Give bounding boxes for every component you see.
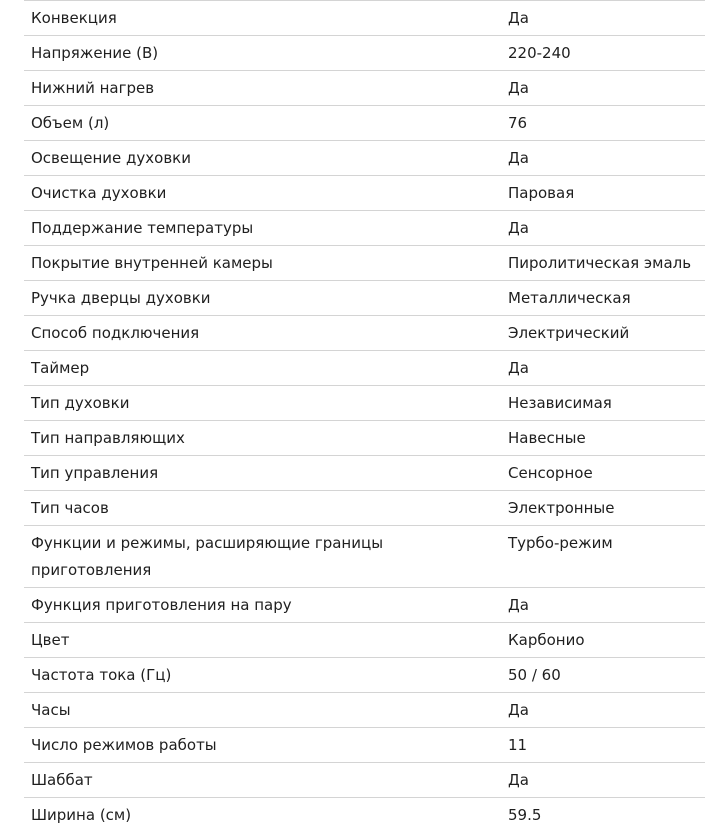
spec-name: Поддержание температуры [31,219,254,237]
spec-value: Независимая [508,394,612,412]
spec-name: Шаббат [31,771,93,789]
spec-name: Частота тока (Гц) [31,666,172,684]
spec-value: 59.5 [508,806,542,824]
spec-row [24,490,705,525]
spec-name: Конвекция [31,9,117,27]
spec-value: 11 [508,736,528,754]
spec-name: Ширина (см) [31,806,132,824]
spec-name: Покрытие внутренней камеры [31,254,273,272]
spec-row [24,140,705,175]
spec-name: Функции и режимы, расширяющие границы приготовления [31,534,384,579]
spec-value: Да [508,596,529,614]
spec-value: Да [508,79,529,97]
spec-name: Нижний нагрев [31,79,155,97]
spec-row [24,385,705,420]
spec-row [24,105,705,140]
spec-value: 220-240 [508,44,571,62]
spec-name: Тип управления [31,464,159,482]
spec-value: Да [508,359,529,377]
spec-row [24,175,705,210]
spec-row [24,587,705,622]
spec-name: Объем (л) [31,114,110,132]
spec-value: Да [508,9,529,27]
spec-name: Очистка духовки [31,184,167,202]
spec-row [24,280,705,315]
spec-row [24,210,705,245]
spec-value: Электронные [508,499,615,517]
spec-row [24,657,705,692]
spec-row [24,525,705,587]
spec-value: 76 [508,114,528,132]
spec-name: Способ подключения [31,324,200,342]
spec-row [24,797,705,832]
spec-value: Да [508,701,529,719]
spec-row [24,762,705,797]
spec-row [24,350,705,385]
spec-row [24,622,705,657]
spec-name: Тип направляющих [31,429,185,447]
spec-name: Часы [31,701,71,719]
spec-row [24,35,705,70]
spec-value: Сенсорное [508,464,593,482]
spec-row [24,455,705,490]
spec-name: Тип часов [31,499,109,517]
spec-value: Да [508,219,529,237]
spec-name: Число режимов работы [31,736,217,754]
spec-value: Навесные [508,429,586,447]
specifications-table [24,0,705,832]
spec-value: Электрический [508,324,630,342]
spec-value: Да [508,149,529,167]
spec-row [24,692,705,727]
spec-name: Тип духовки [31,394,130,412]
spec-value: Да [508,771,529,789]
spec-value: 50 / 60 [508,666,561,684]
spec-row [24,0,705,35]
spec-name: Ручка дверцы духовки [31,289,211,307]
spec-value: Паровая [508,184,575,202]
spec-row [24,727,705,762]
spec-row [24,70,705,105]
spec-row [24,245,705,280]
spec-name: Напряжение (В) [31,44,159,62]
spec-name: Таймер [31,359,90,377]
spec-value: Турбо-режим [508,534,613,552]
spec-value: Металлическая [508,289,631,307]
spec-row [24,420,705,455]
spec-name: Функция приготовления на пару [31,596,292,614]
spec-value: Пиролитическая эмаль [508,254,692,272]
spec-name: Освещение духовки [31,149,191,167]
spec-value: Карбонио [508,631,585,649]
spec-name: Цвет [31,631,70,649]
spec-row [24,315,705,350]
